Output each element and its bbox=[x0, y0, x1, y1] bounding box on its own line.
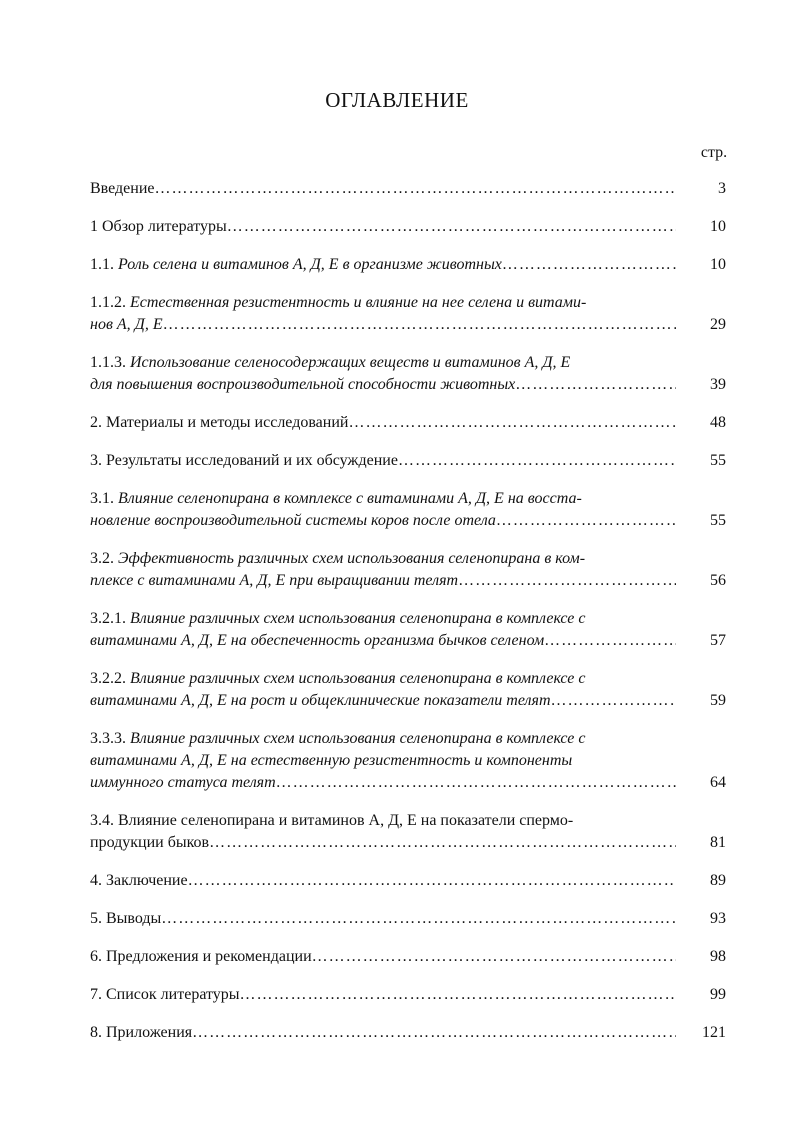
toc-entry-line bbox=[90, 810, 676, 832]
toc-entry-last-line bbox=[90, 412, 676, 434]
toc-entry-last-text bbox=[90, 908, 161, 930]
toc-entry-last-text bbox=[90, 374, 515, 396]
toc-entry-text: Влияние различных схем использования селенопирана в комплексе с bbox=[130, 610, 586, 627]
toc-entry-last-text bbox=[90, 412, 348, 434]
toc-entry-text: витаминами А, Д, Е на рост и общеклинические показатели телят bbox=[90, 692, 551, 709]
toc-page-number: 48 bbox=[710, 414, 726, 431]
toc-entry[interactable] bbox=[90, 1022, 730, 1044]
toc-entry-last-line bbox=[90, 832, 676, 854]
toc-entry-title bbox=[90, 608, 676, 652]
dot-leader bbox=[240, 984, 676, 1006]
toc-page-number: 39 bbox=[710, 376, 726, 393]
toc-page-number: 29 bbox=[710, 316, 726, 333]
toc-entry-last-text bbox=[90, 946, 312, 968]
toc-entry-title bbox=[90, 488, 676, 532]
toc-page-number: 64 bbox=[710, 774, 726, 791]
toc-entry-line bbox=[90, 488, 676, 510]
toc-entry-text: Влияние различных схем использования селенопирана в комплексе с bbox=[130, 730, 586, 747]
toc-entry-text: Введение bbox=[90, 180, 155, 197]
toc-entry-title bbox=[90, 984, 676, 1006]
toc-entry-title bbox=[90, 810, 676, 854]
toc-entry-last-text bbox=[90, 984, 240, 1006]
toc-page-number: 55 bbox=[710, 452, 726, 469]
toc-entry-text: Предложения и рекомендации bbox=[106, 948, 312, 965]
toc-entry-text: иммунного статуса телят bbox=[90, 774, 276, 791]
toc-entry-text: Естественная резистентность и влияние на нее селена и витами- bbox=[130, 294, 587, 311]
toc-entry-title bbox=[90, 450, 676, 472]
toc-entry-last-text bbox=[90, 772, 276, 794]
toc-page-number: 99 bbox=[710, 986, 726, 1003]
toc-entry[interactable] bbox=[90, 810, 730, 854]
toc-entry[interactable] bbox=[90, 608, 730, 652]
toc-page-number: 56 bbox=[710, 572, 726, 589]
toc-entry-number: 2. bbox=[90, 414, 106, 431]
dot-leader bbox=[276, 772, 676, 794]
toc-entry[interactable] bbox=[90, 488, 730, 532]
toc-entry-text: витаминами А, Д, Е на естественную резистентность и компоненты bbox=[90, 752, 573, 769]
toc-entry[interactable] bbox=[90, 728, 730, 794]
toc-page-number: 57 bbox=[710, 632, 726, 649]
toc-entry-text: плексе с витаминами А, Д, Е при выращивании телят bbox=[90, 572, 459, 589]
toc-entry-last-text bbox=[90, 832, 209, 854]
page-title: ОГЛАВЛЕНИЕ bbox=[325, 88, 469, 112]
toc-entry-title bbox=[90, 178, 676, 200]
toc-entry-last-line bbox=[90, 984, 676, 1006]
toc-entry-number: 3.2.1. bbox=[90, 610, 130, 627]
dot-leader bbox=[544, 630, 676, 652]
toc-entry-last-line bbox=[90, 314, 676, 336]
dot-leader bbox=[188, 870, 676, 892]
toc-entry-number: 1.1.2. bbox=[90, 294, 130, 311]
toc-entry-last-text bbox=[90, 450, 398, 472]
toc-entry-title bbox=[90, 216, 676, 238]
toc-entry[interactable] bbox=[90, 908, 730, 930]
toc-entry-text: Использование селеносодержащих веществ и витаминов А, Д, Е bbox=[130, 354, 571, 371]
toc-page-number: 59 bbox=[710, 692, 726, 709]
toc-entry-line bbox=[90, 292, 676, 314]
toc-entry-text: Обзор литературы bbox=[102, 218, 227, 235]
toc-entry-title bbox=[90, 352, 676, 396]
toc-page-number: 10 bbox=[710, 218, 726, 235]
toc-entry-text: Влияние селенопирана и витаминов А, Д, Е на показатели спермо- bbox=[118, 812, 574, 829]
toc-entry-last-line bbox=[90, 908, 676, 930]
toc-entry-last-line bbox=[90, 374, 676, 396]
toc-page-number: 89 bbox=[710, 872, 726, 889]
toc-entry-last-line bbox=[90, 450, 676, 472]
toc-entry-last-text bbox=[90, 1022, 192, 1044]
toc-entry-number: 3. bbox=[90, 452, 106, 469]
table-of-contents bbox=[90, 178, 730, 1060]
toc-entry[interactable] bbox=[90, 178, 730, 200]
toc-entry-title bbox=[90, 908, 676, 930]
toc-entry-line bbox=[90, 750, 676, 772]
toc-entry-title bbox=[90, 548, 676, 592]
toc-entry[interactable] bbox=[90, 984, 730, 1006]
dot-leader bbox=[227, 216, 676, 238]
toc-entry-text: Выводы bbox=[106, 910, 162, 927]
toc-entry-last-line bbox=[90, 216, 676, 238]
toc-entry-last-text bbox=[90, 178, 155, 200]
toc-entry-last-line bbox=[90, 946, 676, 968]
toc-page-number: 98 bbox=[710, 948, 726, 965]
toc-entry-last-text bbox=[90, 870, 188, 892]
toc-entry-number: 8. bbox=[90, 1024, 106, 1041]
toc-entry-text: новление воспроизводительной системы коров после отела bbox=[90, 512, 496, 529]
toc-entry-line bbox=[90, 548, 676, 570]
toc-page-number: 10 bbox=[710, 256, 726, 273]
toc-entry-text: Заключение bbox=[106, 872, 188, 889]
toc-entry-number: 1 bbox=[90, 218, 102, 235]
toc-entry-text: Результаты исследований и их обсуждение bbox=[106, 452, 398, 469]
toc-entry[interactable] bbox=[90, 548, 730, 592]
dot-leader bbox=[155, 178, 677, 200]
toc-entry-last-line bbox=[90, 772, 676, 794]
toc-entry-number: 3.4. bbox=[90, 812, 118, 829]
toc-entry-text: продукции быков bbox=[90, 834, 210, 851]
toc-entry-line bbox=[90, 728, 676, 750]
toc-entry[interactable] bbox=[90, 292, 730, 336]
toc-entry-last-line bbox=[90, 690, 676, 712]
toc-entry-number: 1.1. bbox=[90, 256, 118, 273]
toc-entry[interactable] bbox=[90, 870, 730, 892]
toc-entry-number: 1.1.3. bbox=[90, 354, 130, 371]
toc-entry-title bbox=[90, 946, 676, 968]
dot-leader bbox=[551, 690, 676, 712]
toc-entry[interactable] bbox=[90, 946, 730, 968]
toc-entry-text: Роль селена и витаминов А, Д, Е в организме животных bbox=[118, 256, 502, 273]
toc-entry-number: 7. bbox=[90, 986, 106, 1003]
toc-entry[interactable] bbox=[90, 668, 730, 712]
toc-entry-text: витаминами А, Д, Е на обеспеченность организма бычков селеном bbox=[90, 632, 545, 649]
toc-entry-number: 6. bbox=[90, 948, 106, 965]
toc-entry-text: Влияние селенопирана в комплексе с витаминами А, Д, Е на восста- bbox=[118, 490, 582, 507]
toc-entry-last-line bbox=[90, 254, 676, 276]
dot-leader bbox=[515, 374, 676, 396]
toc-entry[interactable] bbox=[90, 254, 730, 276]
toc-entry-number: 4. bbox=[90, 872, 106, 889]
toc-entry[interactable] bbox=[90, 450, 730, 472]
toc-entry-last-line bbox=[90, 1022, 676, 1044]
toc-entry-last-line bbox=[90, 870, 676, 892]
dot-leader bbox=[502, 254, 676, 276]
toc-entry[interactable] bbox=[90, 412, 730, 434]
toc-entry-text: нов А, Д, Е bbox=[90, 316, 163, 333]
toc-page-number: 121 bbox=[702, 1024, 726, 1041]
toc-entry-line bbox=[90, 608, 676, 630]
toc-entry-last-line bbox=[90, 630, 676, 652]
toc-entry-last-text bbox=[90, 216, 227, 238]
toc-entry-last-line bbox=[90, 570, 676, 592]
toc-entry-title bbox=[90, 668, 676, 712]
toc-entry-last-text bbox=[90, 314, 163, 336]
page-column-label: стр. bbox=[700, 144, 728, 161]
toc-entry-last-text bbox=[90, 510, 496, 532]
dot-leader bbox=[209, 832, 676, 854]
toc-entry[interactable] bbox=[90, 216, 730, 238]
toc-entry-title bbox=[90, 254, 676, 276]
toc-page-number: 55 bbox=[710, 512, 726, 529]
toc-entry-text: Приложения bbox=[106, 1024, 193, 1041]
dot-leader bbox=[398, 450, 676, 472]
toc-entry-text: Влияние различных схем использования селенопирана в комплексе с bbox=[130, 670, 586, 687]
toc-entry-line bbox=[90, 668, 676, 690]
toc-entry-last-text bbox=[90, 690, 551, 712]
toc-entry-text: для повышения воспроизводительной способности животных bbox=[90, 376, 516, 393]
toc-entry-title bbox=[90, 412, 676, 434]
toc-entry[interactable] bbox=[90, 352, 730, 396]
dot-leader bbox=[348, 412, 676, 434]
dot-leader bbox=[161, 908, 676, 930]
toc-entry-title bbox=[90, 1022, 676, 1044]
dot-leader bbox=[192, 1022, 676, 1044]
toc-entry-last-text bbox=[90, 630, 544, 652]
toc-entry-number: 3.2. bbox=[90, 550, 118, 567]
toc-entry-number: 3.2.2. bbox=[90, 670, 130, 687]
toc-entry-number: 3.3.3. bbox=[90, 730, 130, 747]
dot-leader bbox=[458, 570, 676, 592]
toc-page-number: 81 bbox=[710, 834, 726, 851]
toc-entry-title bbox=[90, 870, 676, 892]
toc-entry-last-line bbox=[90, 510, 676, 532]
toc-entry-number: 5. bbox=[90, 910, 106, 927]
toc-entry-text: Список литературы bbox=[106, 986, 240, 1003]
dot-leader bbox=[496, 510, 676, 532]
toc-entry-last-text bbox=[90, 570, 458, 592]
dot-leader bbox=[312, 946, 676, 968]
toc-entry-title bbox=[90, 728, 676, 794]
dot-leader bbox=[163, 314, 676, 336]
toc-entry-last-text bbox=[90, 254, 502, 276]
toc-entry-text: Материалы и методы исследований bbox=[106, 414, 349, 431]
toc-entry-text: Эффективность различных схем использования селенопирана в ком- bbox=[118, 550, 586, 567]
toc-entry-number: 3.1. bbox=[90, 490, 118, 507]
toc-entry-title bbox=[90, 292, 676, 336]
toc-page-number: 93 bbox=[710, 910, 726, 927]
toc-entry-line bbox=[90, 352, 676, 374]
toc-page-number: 3 bbox=[718, 180, 726, 197]
toc-entry-last-line bbox=[90, 178, 676, 200]
